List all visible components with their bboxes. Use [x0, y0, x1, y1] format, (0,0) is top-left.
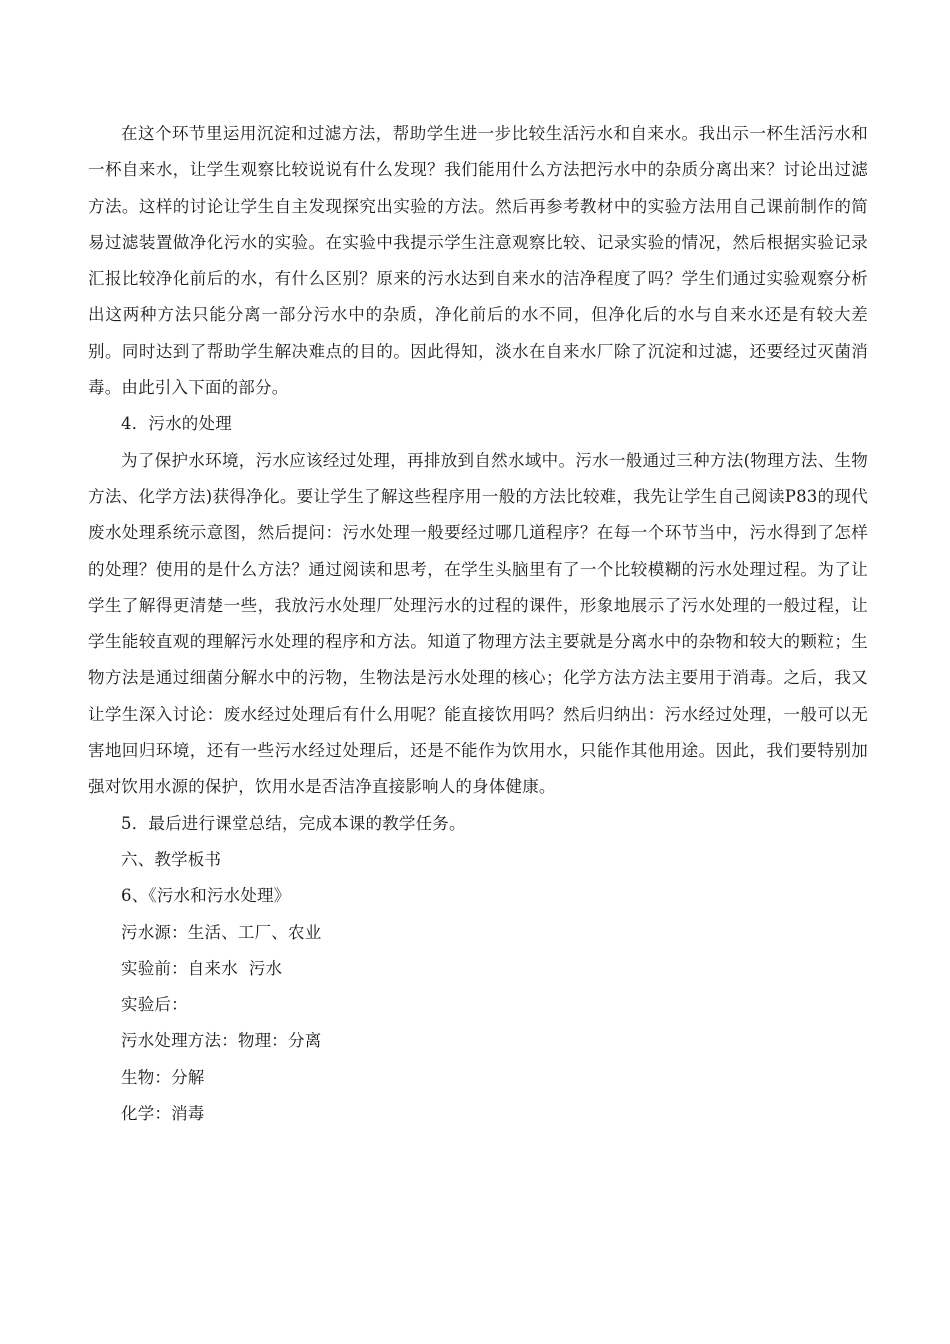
- section-heading-blackboard: 六、教学板书: [121, 849, 222, 869]
- blackboard-line-chemical: 化学：消毒: [121, 1104, 205, 1124]
- blackboard-line-after: 实验后：: [121, 995, 188, 1015]
- paragraph-filtration-experiment: 在这个环节里运用沉淀和过滤方法，帮助学生进一步比较生活污水和自来水。我出示一杯生活污水和一杯自来水，让学生观察比较说说有什么发现？我们能用什么方法把污水中的杂质分离出来？讨论出过滤方法。这样的讨论让学生自主发现探究出实验的方法。然后再参考教材中的实验方法用自己课前制作的简易过滤装置做净化污水的实验。在实验中我提示学生注意观察比较、记录实验的情况，然后根据实验记录汇报比较净化前后的水，有什么区别？原来的污水达到自来水的洁净程度了吗？学生们通过实验观察分析出这两种方法只能分离一部分污水中的杂质，净化前后的水不同，但净化后的水与自来水还是有较大差别。同时达到了帮助学生解决难点的目的。因此得知，淡水在自来水厂除了沉淀和过滤，还要经过灭菌消毒。由此引入下面的部分。: [88, 124, 868, 398]
- blackboard-line-sources: 污水源：生活、工厂、农业: [121, 922, 322, 942]
- blackboard-title: 6、《污水和污水处理》: [121, 886, 291, 906]
- paragraph-sewage-treatment: 为了保护水环境，污水应该经过处理，再排放到自然水域中。污水一般通过三种方法(物理方法、生物方法、化学方法)获得净化。要让学生了解这些程序用一般的方法比较难，我先让学生自己阅读P83的现代废水处理系统示意图，然后提问：污水处理一般要经过哪几道程序？在每一个环节当中，污水得到了怎样的处理？使用的是什么方法？通过阅读和思考，在学生头脑里有了一个比较模糊的污水处理过程。为了让学生了解得更清楚一些，我放污水处理厂处理污水的过程的课件，形象地展示了污水处理的一般过程，让学生能较直观的理解污水处理的程序和方法。知道了物理方法主要就是分离水中的杂物和较大的颗粒；生物方法是通过细菌分解水中的污物，生物法是污水处理的核心；化学方法方法主要用于消毒。之后，我又让学生深入讨论：废水经过处理后有什么用呢？能直接饮用吗？然后归纳出：污水经过处理，一般可以无害地回归环境，还有一些污水经过处理后，还是不能作为饮用水，只能作其他用途。因此，我们要特别加强对饮用水源的保护，饮用水是否洁净直接影响人的身体健康。: [88, 450, 868, 797]
- blackboard-line-before: 实验前：自来水 污水: [121, 958, 283, 978]
- blackboard-line-methods: 污水处理方法：物理：分离: [121, 1031, 322, 1051]
- section-heading-sewage-treatment: 4．污水的处理: [121, 414, 232, 434]
- blackboard-line-biological: 生物：分解: [121, 1067, 205, 1087]
- section-heading-summary: 5．最后进行课堂总结，完成本课的教学任务。: [121, 813, 466, 833]
- document-body: [88, 116, 868, 1132]
